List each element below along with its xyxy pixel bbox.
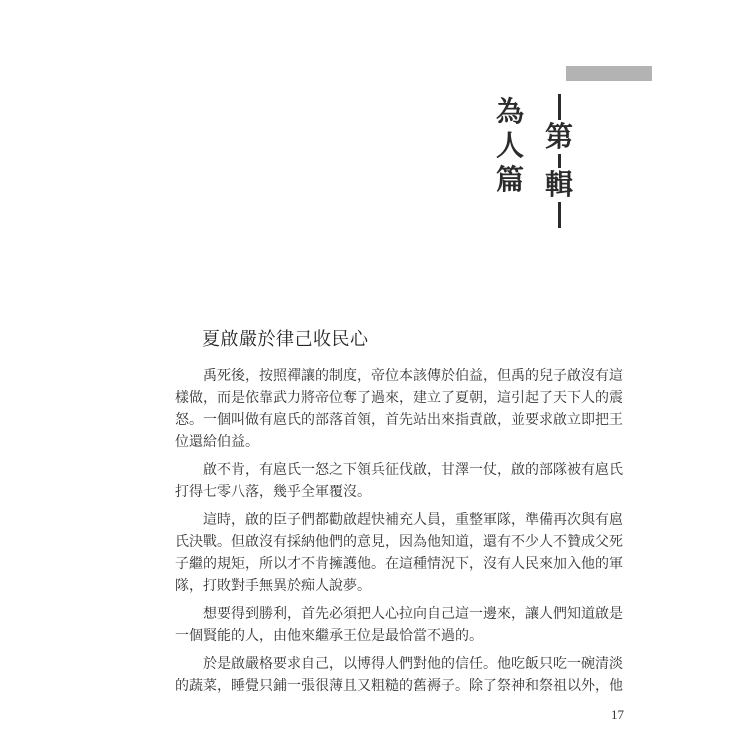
title-char-3: 篇	[495, 163, 524, 196]
body-line: 隊，打敗對手無異於痴人說夢。	[175, 578, 371, 594]
body-line: 這時，啟的臣子們都勸啟趕快補充人員，重整軍隊，準備再次與有扈	[203, 512, 623, 528]
section-char-2: 輯	[544, 168, 573, 201]
title-char-2: 人	[495, 129, 524, 162]
body-line: 樣做，而是依靠武力將帝位奪了過來，建立了夏朝，這引起了天下人的震	[175, 390, 623, 406]
chapter-section-label	[543, 94, 575, 228]
body-line: 一個賢能的人，由他來繼承王位是最恰當不過的。	[175, 628, 483, 644]
body-line: 的蔬菜，睡覺只鋪一張很薄且又粗糙的舊褥子。除了祭神和祭祖以外，他	[175, 678, 623, 694]
body-line: 打得七零八落，幾乎全軍覆沒。	[175, 484, 371, 500]
title-char-1: 為	[495, 95, 524, 128]
body-line: 於是啟嚴格要求自己，以博得人們對他的信任。他吃飯只吃一碗清淡	[203, 656, 623, 672]
chapter-title	[494, 95, 526, 197]
body-line: 位還給伯益。	[175, 434, 259, 450]
body-line: 啟不肯，有扈氏一怒之下領兵征伐啟，甘澤一仗，啟的部隊被有扈氏	[203, 462, 623, 478]
rule-bottom	[558, 202, 561, 228]
rule-top	[558, 94, 561, 120]
rule-middle	[558, 154, 561, 168]
chapter-tab-marker	[566, 66, 652, 81]
page-number: 17	[611, 707, 624, 722]
section-char-1: 第	[544, 120, 573, 153]
body-line: 子繼的規矩，所以才不肯擁護他。在這種情況下，沒有人民來加入他的軍	[175, 556, 623, 572]
body-line: 想要得到勝利，首先必須把人心拉向自己這一邊來，讓人們知道啟是	[203, 606, 623, 622]
body-line: 氏決戰。但啟沒有採納他們的意見，因為他知道，還有不少人不贊成父死	[175, 534, 623, 550]
body-line: 禹死後，按照禪讓的制度，帝位本該傳於伯益，但禹的兒子啟沒有這	[203, 368, 623, 384]
body-line: 怒。一個叫做有扈氏的部落首領，首先站出來指責啟，並要求啟立即把王	[175, 412, 623, 428]
article-title: 夏啟嚴於律己收民心	[202, 329, 369, 350]
article-body	[175, 365, 623, 697]
